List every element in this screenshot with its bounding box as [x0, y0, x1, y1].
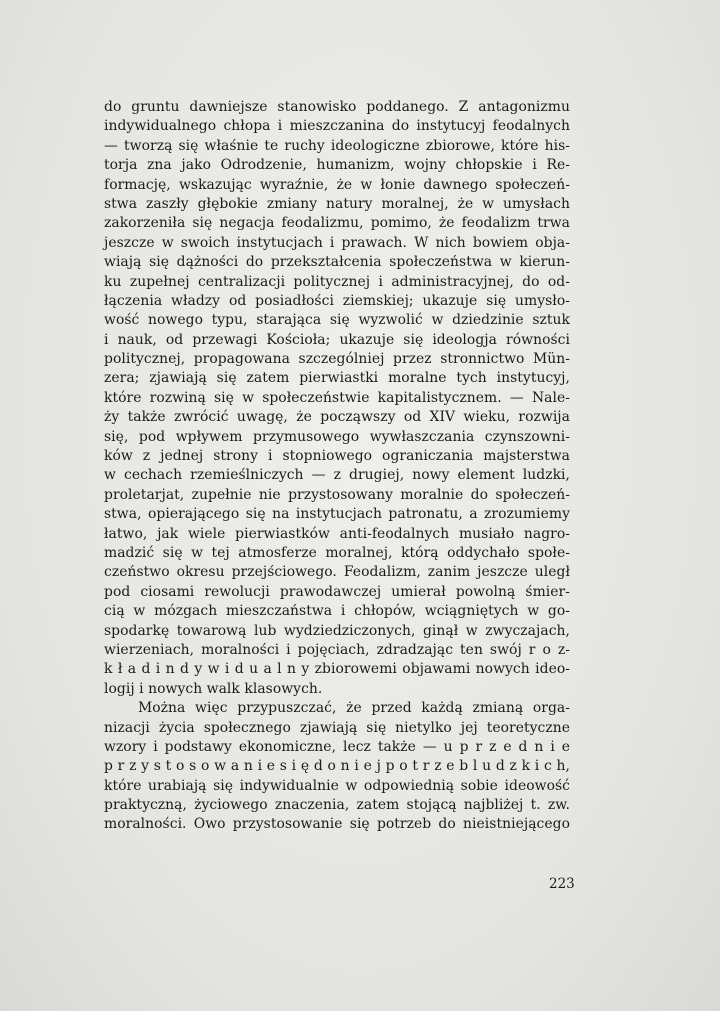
text-line: proletarjat, zupełnie nie przystosowany moralnie do społeczeń- — [104, 486, 570, 503]
text-line: które rozwiną się w społeczeństwie kapitalistycznem. — Nale- — [104, 389, 570, 406]
text-line: politycznej, propagowana szczególniej przez stronnictwo Mün- — [104, 351, 570, 368]
text-line: wzory i podstawy ekonomiczne, lecz także — u p r z e d n i e — [104, 738, 570, 755]
text-line: cią w mózgach mieszczaństwa i chłopów, wciągniętych w go- — [104, 603, 570, 620]
text-line: jeszcze w swoich instytucjach i prawach. W nich bowiem obja- — [104, 234, 570, 251]
text-line: moralności. Owo przystosowanie się potrzeb do nieistniejącego — [104, 816, 570, 833]
text-line: łączenia władzy od posiadłości ziemskiej; ukazuje się umysło- — [104, 292, 570, 309]
text-line: ku zupełnej centralizacji politycznej i administracyjnej, do od- — [104, 273, 570, 290]
text-line: wierzeniach, moralności i pojęciach, zdradzając ten swój r o z- — [104, 641, 570, 658]
paragraph-end-line: logij i nowych walk klasowych. — [104, 680, 323, 697]
text-line: pod ciosami rewolucji prawodawczej umierał powolną śmier- — [104, 583, 570, 600]
text-line: madzić się w tej atmosferze moralnej, którą oddychało społe- — [104, 544, 570, 561]
text-line: wość nowego typu, starająca się wyzwolić w dziedzinie sztuk — [104, 312, 570, 329]
text-line: spodarkę towarową lub wydziedziczonych, ginął w zwyczajach, — [104, 622, 570, 639]
text-line: się, pod wpływem przymusowego wywłaszczania czynszowni- — [104, 428, 570, 445]
text-line: stwa, opierającego się na instytucjach patronatu, a zrozumiemy — [104, 506, 570, 523]
paragraph-start-line: Można więc przypuszczać, że przed każdą zmianą orga- — [138, 700, 570, 717]
body-text — [104, 98, 570, 835]
text-line: nizacji życia społecznego zjawiają się nietylko jej teoretyczne — [104, 719, 570, 736]
text-line: łatwo, jak wiele pierwiastków anti-feodalnych musiało nagro- — [104, 525, 570, 542]
text-line: — tworzą się właśnie te ruchy ideologiczne zbiorowe, które his- — [104, 137, 570, 154]
text-line: które urabiają się indywidualnie w odpowiednią sobie ideowość — [104, 777, 570, 794]
text-line: ży także zwrócić uwagę, że począwszy od XIV wieku, rozwija — [104, 409, 570, 426]
text-line: praktyczną, życiowego znaczenia, zatem stojącą najbliżej t. zw. — [104, 797, 570, 814]
text-line: stwa zaszły głębokie zmiany natury moralnej, że w umysłach — [104, 195, 570, 212]
text-line: zera; zjawiają się zatem pierwiastki moralne tych instytucyj, — [104, 370, 570, 387]
text-line: ków z jednej strony i stopniowego ograniczania majsterstwa — [104, 448, 570, 465]
text-line: wiają się dążności do przekształcenia społeczeństwa w kierun- — [104, 254, 570, 271]
text-line: indywidualnego chłopa i mieszczanina do instytucyj feodalnych — [104, 118, 570, 135]
text-line: i nauk, od przewagi Kościoła; ukazuje się ideologja równości — [104, 331, 570, 348]
text-line: torja zna jako Odrodzenie, humanizm, wojny chłopskie i Re- — [104, 157, 570, 174]
text-line: zakorzeniła się negacja feodalizmu, pomimo, że feodalizm trwa — [104, 215, 570, 232]
text-line: do gruntu dawniejsze stanowisko poddanego. Z antagonizmu — [104, 99, 570, 115]
text-line: czeństwo okresu przejściowego. Feodalizm, zanim jeszcze uległ — [104, 564, 570, 581]
page-number: 223 — [549, 876, 575, 892]
text-line: p r z y s t o s o w a n i e s i ę d o n i e j p o t r z e b l u d z k i c h, — [104, 758, 570, 775]
text-line: formację, wskazując wyraźnie, że w łonie dawnego społeczeń- — [104, 176, 570, 193]
text-line: w cechach rzemieślniczych — z drugiej, nowy element ludzki, — [104, 467, 570, 484]
text-line: k ł a d i n d y w i d u a l n y zbiorowemi objawami nowych ideo- — [104, 661, 570, 678]
